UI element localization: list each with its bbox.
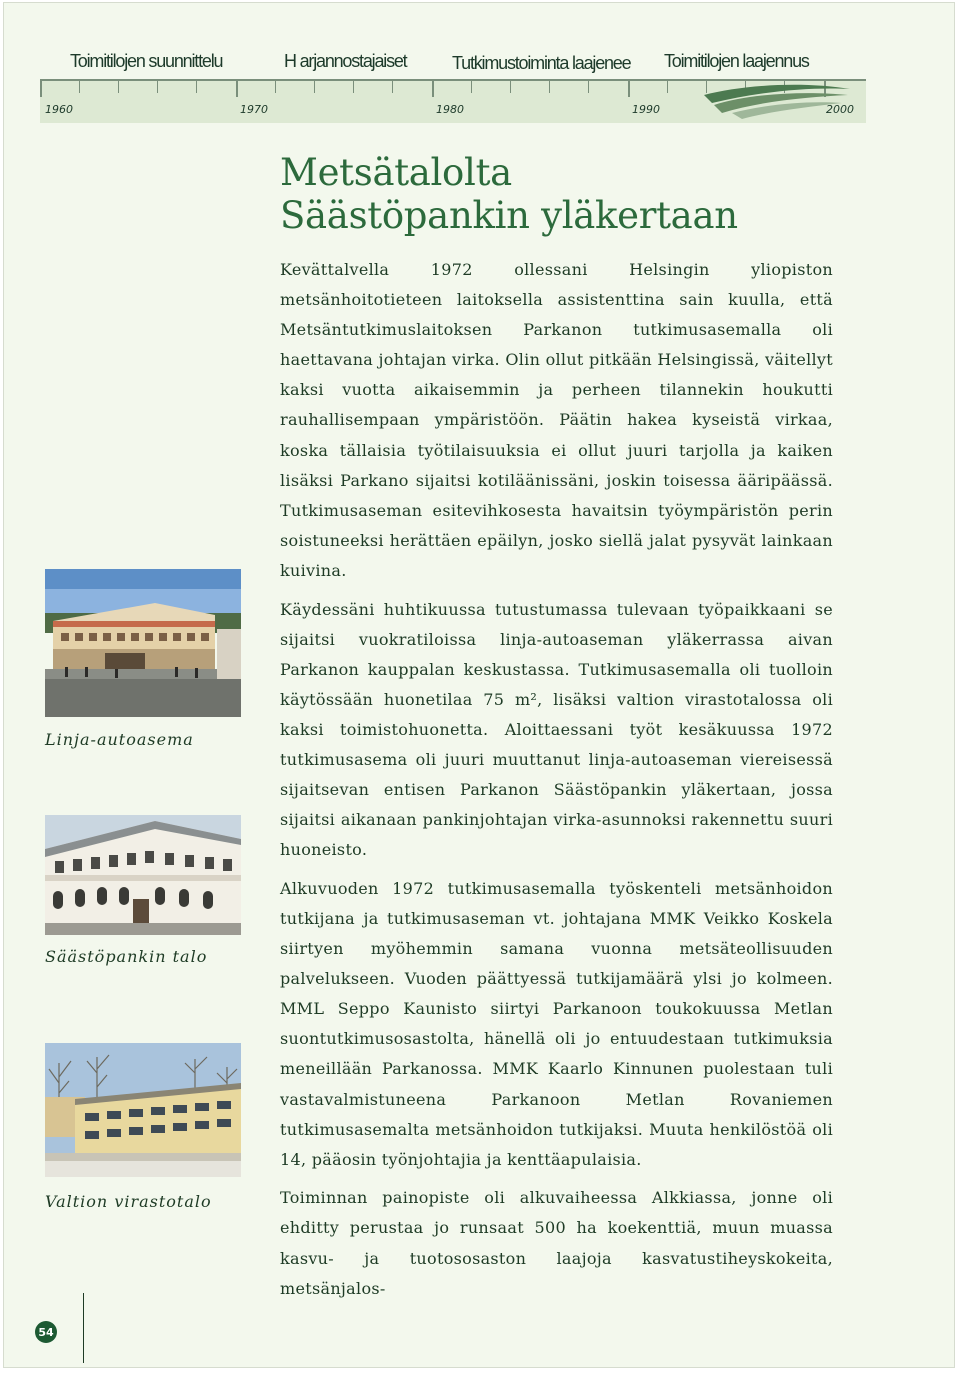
- timeline-tick: [314, 79, 315, 93]
- article-body: [280, 255, 833, 1312]
- timeline-tick: [628, 79, 630, 97]
- timeline-phase-label: H arjannostajaiset: [284, 51, 407, 71]
- article-paragraph: Alkuvuoden 1972 tutkimusasemalla työskenteli metsänhoidon tutkijana ja tutkimusaseman vt. johtajana MMK Veikko Koskela siirtyen myöhemmin samana vuonna metsäteollisuuden palvelukseen. Vuoden päättyessä tutkijamäärä ylsi jo kolmeen. MML Seppo Kaunisto siirtyi Parkanoon toukokuussa Metlan suontutkimusosastolta, hänellä oli jo entuudestaan tutkimuksia meneillään Parkanossa. MMK Kaarlo Kinnunen puolestaan tuli vastavalmistuneena Parkanoon Metlan Rovaniemen tutkimusasemalta metsänhoidon tutkijaksi. Muuta henkilöstöä oli 14, pääosin työnjohtajia ja kenttäapulaisia.: [280, 878, 833, 1169]
- timeline-tick: [157, 79, 158, 93]
- page-number-badge: 54: [35, 1321, 57, 1343]
- photo-caption: Linja-autoasema: [45, 730, 194, 749]
- timeline-tick: [275, 79, 276, 93]
- timeline-year: 1970: [240, 103, 268, 116]
- photo-bus-station: [45, 569, 241, 717]
- page-footer-rule: [83, 1293, 84, 1363]
- timeline-year: 2000: [826, 103, 854, 116]
- article-paragraph: Käydessäni huhtikuussa tutustumassa tulevaan työpaikkaani se sijaitsi vuokratiloissa linja-autoaseman yläkerrassa aivan Parkanon kauppalan keskustassa. Tutkimusasemalla oli tuolloin käytössään huonetilaa 75 m², lisäksi valtion virastotalossa oli kaksi toimistohuonetta. Aloittaessani työt kesäkuussa 1972 tutkimusasema oli juuri muuttanut linja-autoaseman viereisessä sijaitsevan entisen Parkanon Säästöpankin yläkertaan, jossa sijaitsi aikanaan pankinjohtajan virka-asunnoksi rakennettu suuri huoneisto.: [280, 599, 833, 860]
- photo-state-office: [45, 1043, 241, 1177]
- timeline-header: [40, 47, 870, 123]
- timeline-phase-label: Toimitilojen suunnittelu: [70, 51, 223, 71]
- timeline-tick: [118, 79, 119, 93]
- page: [3, 2, 955, 1368]
- timeline-tick: [236, 79, 238, 97]
- timeline-phase-label: Tutkimustoiminta laajenee: [452, 53, 631, 73]
- article-title-line: Säästöpankin yläkertaan: [280, 194, 738, 237]
- swoosh-decoration-icon: [702, 81, 852, 121]
- timeline-year: 1960: [45, 103, 73, 116]
- timeline-tick: [549, 79, 550, 93]
- timeline-tick: [40, 79, 42, 97]
- timeline-year: 1980: [436, 103, 464, 116]
- article-paragraph: Kevättalvella 1972 ollessani Helsingin yliopiston metsänhoitotieteen laitoksella assistenttina sain kuulla, että Metsäntutkimuslaitoksen Parkanon tutkimusasemalla oli haettavana johtajan virka. Olin ollut pitkään Helsingissä, väitellyt kaksi vuotta aikaisemmin ja perheen tilannekin houkutti rauhallisempaan ympäristöön. Päätin hakea kyseistä virkaa, koska tällaisia työtilaisuuksia ei ollut juuri tarjolla ja kaiken lisäksi Parkano sijaitsi kotiläänissäni, joskin toisessa ääripäässä. Tutkimusaseman esitevihkosesta havaitsin työympäristön perin soistuneeksi herättäen epäilyn, josko siellä jalat pysyvät lainkaan kuivina.: [280, 260, 833, 580]
- timeline-phase-label: Toimitilojen laajennus: [664, 51, 809, 71]
- timeline-tick: [353, 79, 354, 93]
- timeline-tick: [510, 79, 511, 93]
- article-title-line: Metsätalolta: [280, 151, 512, 194]
- timeline-tick: [432, 79, 434, 97]
- timeline-tick: [196, 79, 197, 93]
- timeline-tick: [392, 79, 393, 93]
- timeline-year: 1990: [632, 103, 660, 116]
- photo-caption: Valtion virastotalo: [45, 1192, 212, 1211]
- timeline-tick: [79, 79, 80, 93]
- photo-savings-bank: [45, 815, 241, 935]
- article-title: [280, 151, 840, 237]
- timeline-phases: [40, 47, 870, 77]
- photo-caption: Säästöpankin talo: [45, 947, 208, 966]
- article-paragraph: Toiminnan painopiste oli alkuvaiheessa Alkkiassa, jonne oli ehditty perustaa jo runsaat 500 ha koekenttiä, muun muassa kasvu- ja tuotososaston laajoja kasvatustiheyskokeita, metsänjalos-: [280, 1188, 833, 1298]
- timeline-tick: [588, 79, 589, 93]
- timeline-tick: [667, 79, 668, 93]
- timeline-tick: [471, 79, 472, 93]
